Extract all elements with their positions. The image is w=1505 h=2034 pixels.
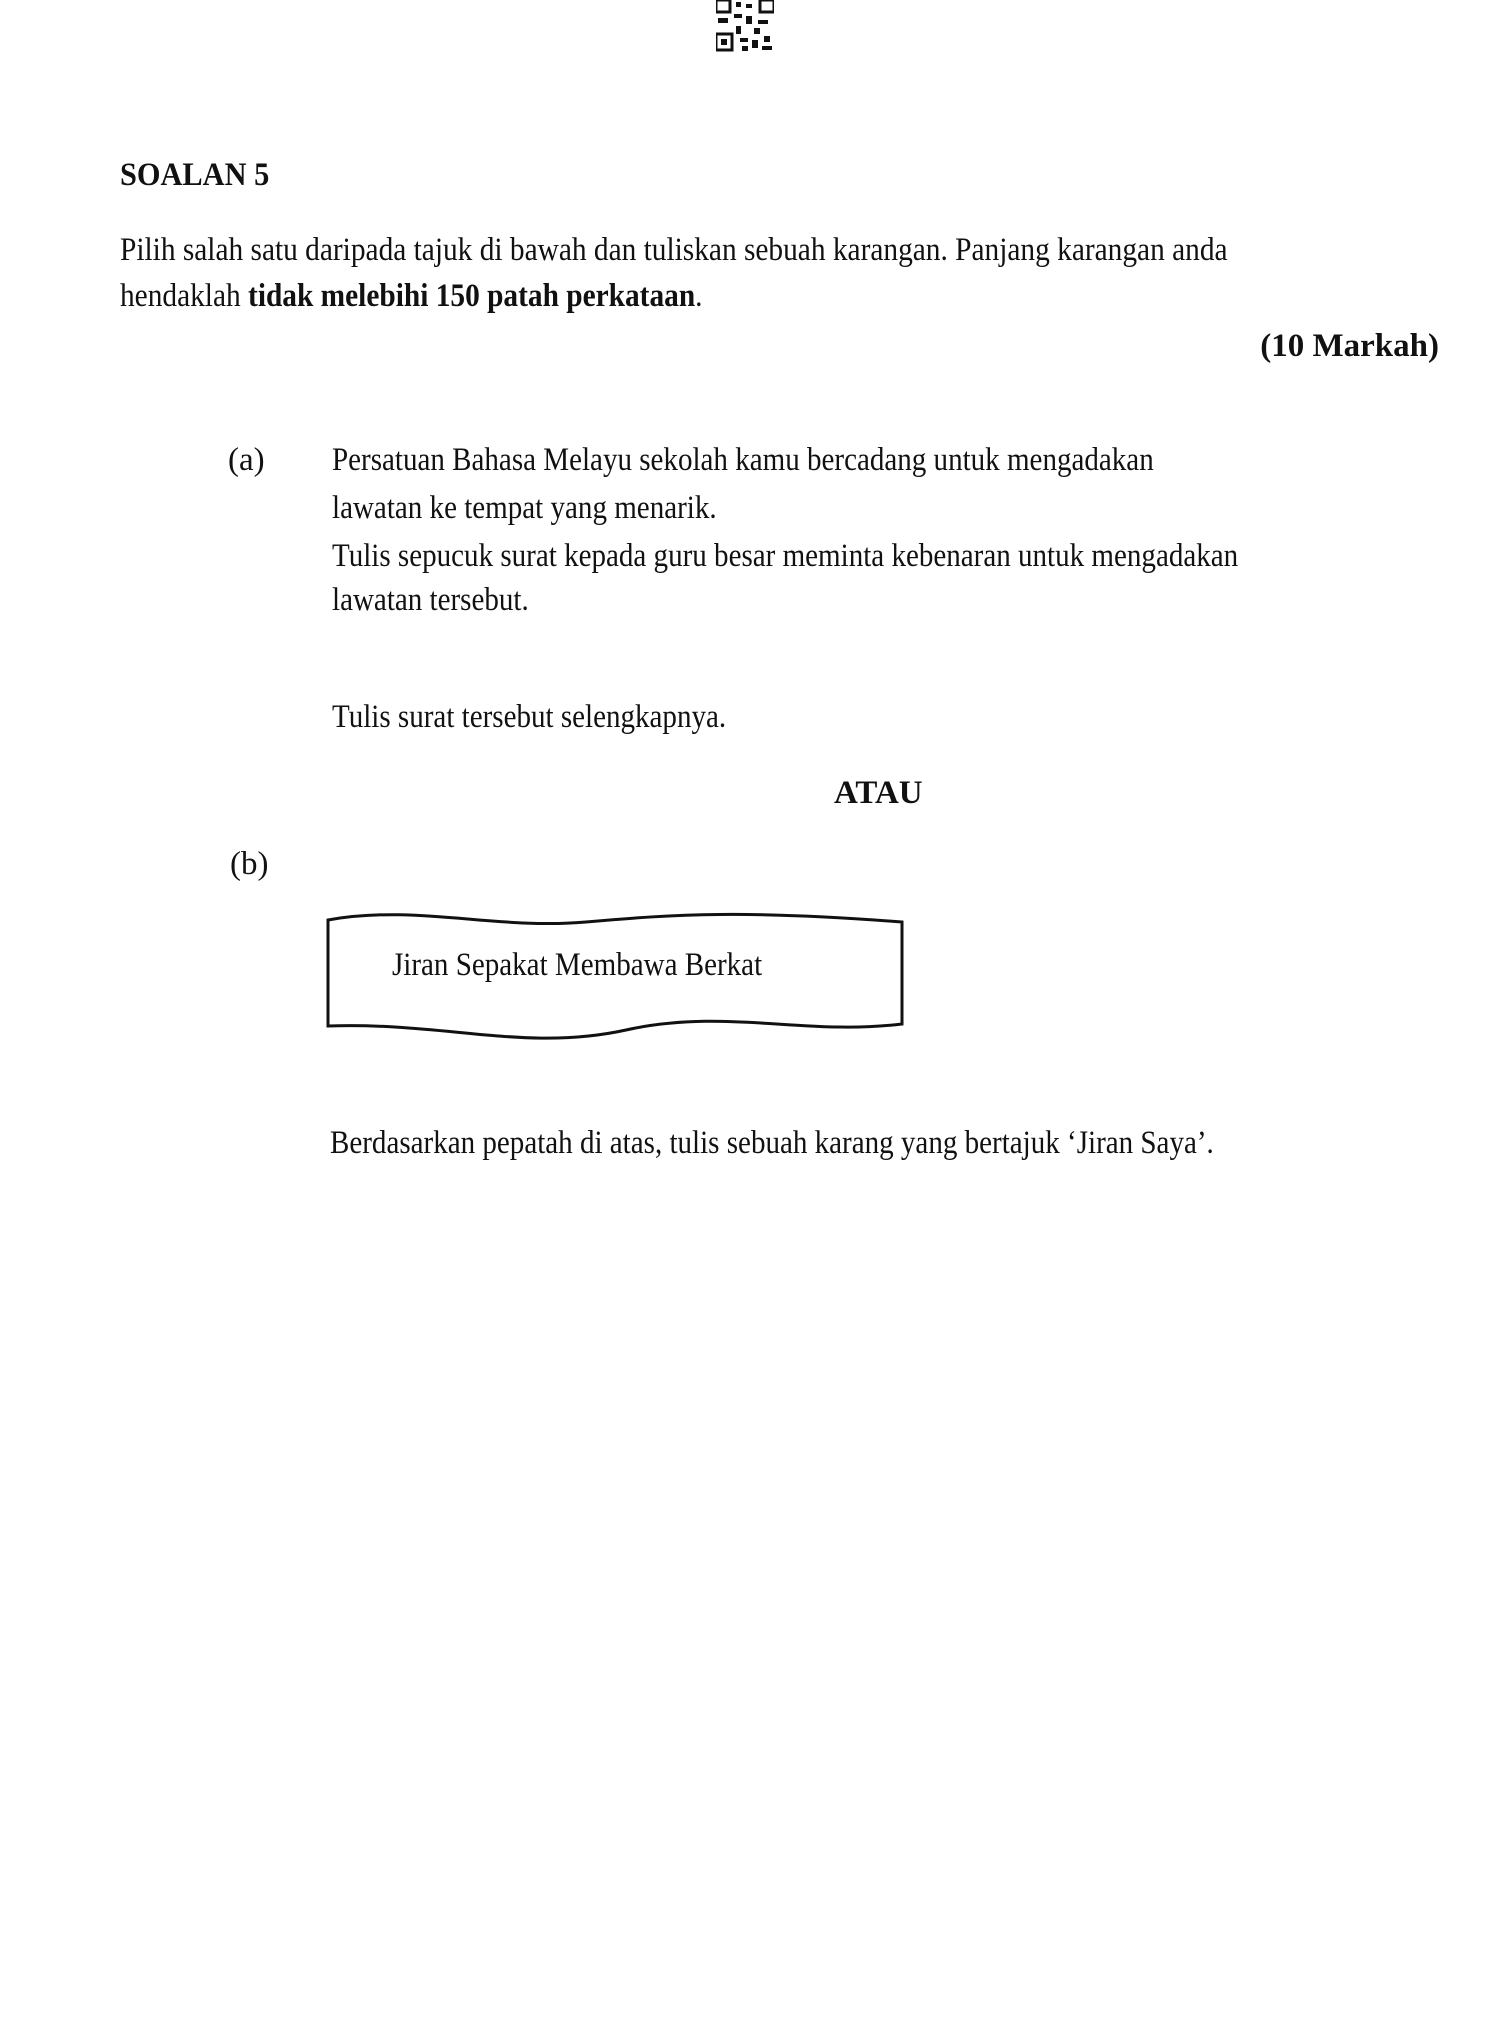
- option-a-line: Persatuan Bahasa Melayu sekolah kamu bercadang untuk mengadakan: [332, 442, 1154, 478]
- word-limit: tidak melebihi 150 patah perkataan: [248, 278, 696, 314]
- banner-text: Jiran Sepakat Membawa Berkat: [392, 947, 763, 983]
- instruction-line-2: [120, 276, 775, 316]
- option-b-prompt: Berdasarkan pepatah di atas, tulis sebuah karang yang bertajuk ‘Jiran Saya’.: [330, 1125, 1214, 1161]
- option-a-line: Tulis sepucuk surat kepada guru besar meminta kebenaran untuk mengadakan: [332, 538, 1239, 574]
- option-b-label: (b): [230, 846, 269, 882]
- option-a-line: lawatan ke tempat yang menarik.: [332, 490, 717, 526]
- marks: (10 Markah): [1260, 328, 1439, 364]
- option-a-closing: Tulis surat tersebut selengkapnya.: [332, 699, 727, 735]
- instruction-prefix: hendaklah: [120, 278, 249, 314]
- qr-code-icon: [716, 0, 774, 52]
- option-a-line: lawatan tersebut.: [332, 582, 529, 618]
- separator-atau: ATAU: [834, 775, 923, 811]
- option-a-label: (a): [228, 442, 265, 478]
- question-title: SOALAN 5: [120, 157, 270, 193]
- instruction-line-1: Pilih salah satu daripada tajuk di bawah dan tuliskan sebuah karangan. Panjang karangan anda: [120, 232, 1228, 268]
- instruction-suffix: .: [695, 278, 703, 314]
